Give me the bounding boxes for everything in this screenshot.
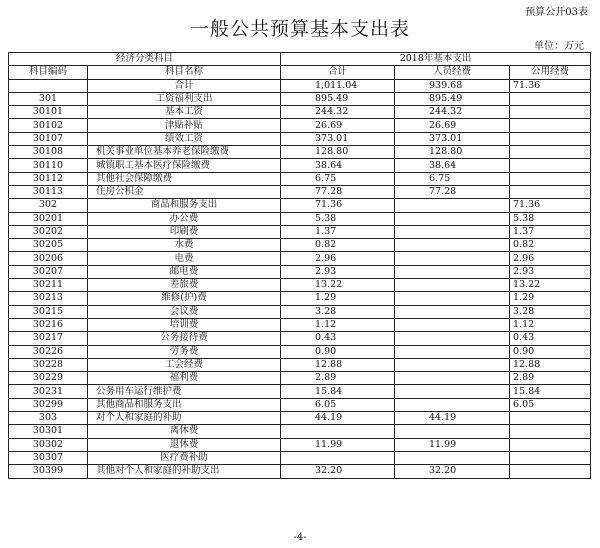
row-personnel xyxy=(395,398,510,411)
row-name: 基本工资 xyxy=(88,106,281,119)
row-personnel: 244.32 xyxy=(395,106,510,119)
row-code: 30226 xyxy=(9,345,88,358)
row-code: 301 xyxy=(9,92,88,105)
row-code: 30110 xyxy=(9,159,88,172)
row-personnel: 77.28 xyxy=(395,185,510,198)
row-public xyxy=(510,172,591,185)
row-code: 30307 xyxy=(9,451,88,464)
row-personnel: 11.99 xyxy=(395,438,510,451)
row-public xyxy=(510,412,591,425)
row-total: 2.93 xyxy=(281,265,395,278)
row-personnel xyxy=(395,212,510,225)
row-personnel xyxy=(395,252,510,265)
row-name: 培训费 xyxy=(88,318,281,331)
row-total: 1,011.04 xyxy=(281,79,395,92)
document-tag: 预算公开03表 xyxy=(525,7,588,18)
header-total: 合计 xyxy=(281,66,395,79)
row-code: 30107 xyxy=(9,132,88,145)
row-personnel: 44.19 xyxy=(395,412,510,425)
table-row xyxy=(9,199,591,212)
row-name: 工资福利支出 xyxy=(88,92,281,105)
table-header xyxy=(9,53,591,80)
row-total: 77.28 xyxy=(281,185,395,198)
row-code: 30215 xyxy=(9,305,88,318)
row-name: 离休费 xyxy=(88,425,281,438)
table-row xyxy=(9,265,591,278)
row-total: 1.12 xyxy=(281,318,395,331)
row-name: 退休费 xyxy=(88,438,281,451)
table-row xyxy=(9,438,591,451)
row-code: 30202 xyxy=(9,225,88,238)
header-name: 科目名称 xyxy=(88,66,281,79)
unit-label: 单位：万元 xyxy=(534,41,584,52)
row-public: 2.89 xyxy=(510,372,591,385)
row-name: 绩效工资 xyxy=(88,132,281,145)
table-row xyxy=(9,451,591,464)
table-row xyxy=(9,318,591,331)
row-total: 6.75 xyxy=(281,172,395,185)
row-code: 30399 xyxy=(9,465,88,478)
row-personnel xyxy=(395,239,510,252)
row-personnel xyxy=(395,265,510,278)
row-name: 机关事业单位基本养老保险缴费 xyxy=(88,146,281,159)
row-name: 公务接待费 xyxy=(88,332,281,345)
row-name: 对个人和家庭的补助 xyxy=(88,412,281,425)
row-total xyxy=(281,451,395,464)
row-total: 1.29 xyxy=(281,292,395,305)
row-total xyxy=(281,425,395,438)
row-name: 公务用车运行维护费 xyxy=(88,385,281,398)
row-personnel xyxy=(395,292,510,305)
row-public: 71.36 xyxy=(510,199,591,212)
row-public: 2.93 xyxy=(510,265,591,278)
row-total: 2.89 xyxy=(281,372,395,385)
row-name: 电费 xyxy=(88,252,281,265)
row-total: 0.90 xyxy=(281,345,395,358)
row-total: 0.82 xyxy=(281,239,395,252)
row-personnel xyxy=(395,372,510,385)
row-personnel xyxy=(395,385,510,398)
row-code: 30113 xyxy=(9,185,88,198)
row-total: 71.36 xyxy=(281,199,395,212)
row-code: 30102 xyxy=(9,119,88,132)
row-personnel: 939.68 xyxy=(395,79,510,92)
row-public xyxy=(510,132,591,145)
row-name: 维修(护)费 xyxy=(88,292,281,305)
table-row xyxy=(9,132,591,145)
row-code: 30101 xyxy=(9,106,88,119)
row-code: 30301 xyxy=(9,425,88,438)
row-total: 1.37 xyxy=(281,225,395,238)
row-name: 会议费 xyxy=(88,305,281,318)
table-row xyxy=(9,385,591,398)
row-code: 30229 xyxy=(9,372,88,385)
row-total: 2.96 xyxy=(281,252,395,265)
row-personnel xyxy=(395,225,510,238)
row-public: 1.37 xyxy=(510,225,591,238)
row-code: 30217 xyxy=(9,332,88,345)
row-public xyxy=(510,185,591,198)
row-name: 办公费 xyxy=(88,212,281,225)
row-name: 福利费 xyxy=(88,372,281,385)
row-name: 津贴补贴 xyxy=(88,119,281,132)
header-public: 公用经费 xyxy=(510,66,591,79)
row-public xyxy=(510,106,591,119)
row-name: 差旅费 xyxy=(88,279,281,292)
table-row xyxy=(9,172,591,185)
table-body xyxy=(9,79,591,478)
row-total: 3.28 xyxy=(281,305,395,318)
row-name: 工会经费 xyxy=(88,358,281,371)
row-code: 30201 xyxy=(9,212,88,225)
row-personnel: 128.80 xyxy=(395,146,510,159)
row-personnel xyxy=(395,425,510,438)
row-total: 0.43 xyxy=(281,332,395,345)
table-row xyxy=(9,358,591,371)
row-personnel xyxy=(395,318,510,331)
row-name: 邮电费 xyxy=(88,265,281,278)
row-public: 2.96 xyxy=(510,252,591,265)
table-row xyxy=(9,146,591,159)
row-code: 30228 xyxy=(9,358,88,371)
row-code: 30213 xyxy=(9,292,88,305)
table-row xyxy=(9,345,591,358)
table-row xyxy=(9,212,591,225)
page-number: -4- xyxy=(293,532,307,543)
row-total: 32.20 xyxy=(281,465,395,478)
row-public: 0.90 xyxy=(510,345,591,358)
row-public: 6.05 xyxy=(510,398,591,411)
row-name: 劳务费 xyxy=(88,345,281,358)
row-total: 13.22 xyxy=(281,279,395,292)
row-code: 30206 xyxy=(9,252,88,265)
row-personnel: 32.20 xyxy=(395,465,510,478)
row-name: 其他商品和服务支出 xyxy=(88,398,281,411)
row-personnel xyxy=(395,358,510,371)
row-total: 26.69 xyxy=(281,119,395,132)
table-row xyxy=(9,332,591,345)
row-name: 其他对个人和家庭的补助支出 xyxy=(88,465,281,478)
row-public xyxy=(510,451,591,464)
row-public: 13.22 xyxy=(510,279,591,292)
row-total: 895.49 xyxy=(281,92,395,105)
row-name: 商品和服务支出 xyxy=(88,199,281,212)
row-personnel: 6.75 xyxy=(395,172,510,185)
table-row xyxy=(9,465,591,478)
row-public xyxy=(510,465,591,478)
row-code xyxy=(9,79,88,92)
row-public: 0.82 xyxy=(510,239,591,252)
table-row xyxy=(9,252,591,265)
header-basic-expenditure: 2018年基本支出 xyxy=(281,53,591,66)
row-public xyxy=(510,438,591,451)
header-personnel: 人员经费 xyxy=(395,66,510,79)
row-personnel xyxy=(395,279,510,292)
row-public xyxy=(510,425,591,438)
row-code: 30216 xyxy=(9,318,88,331)
table-row xyxy=(9,425,591,438)
table-row xyxy=(9,106,591,119)
row-public: 15.84 xyxy=(510,385,591,398)
budget-table xyxy=(8,52,591,479)
row-code: 30231 xyxy=(9,385,88,398)
row-code: 30207 xyxy=(9,265,88,278)
row-name: 住房公积金 xyxy=(88,185,281,198)
table-row xyxy=(9,119,591,132)
row-public: 1.29 xyxy=(510,292,591,305)
table-row xyxy=(9,239,591,252)
row-name: 合计 xyxy=(88,79,281,92)
row-public: 3.28 xyxy=(510,305,591,318)
row-total: 44.19 xyxy=(281,412,395,425)
row-public xyxy=(510,159,591,172)
table-row xyxy=(9,292,591,305)
row-personnel: 26.69 xyxy=(395,119,510,132)
row-code: 30205 xyxy=(9,239,88,252)
row-total: 15.84 xyxy=(281,385,395,398)
row-name: 印刷费 xyxy=(88,225,281,238)
row-code: 303 xyxy=(9,412,88,425)
row-code: 30108 xyxy=(9,146,88,159)
page-title: 一般公共预算基本支出表 xyxy=(189,18,410,40)
row-public: 5.38 xyxy=(510,212,591,225)
header-economic-classification: 经济分类科目 xyxy=(9,53,281,66)
table-row xyxy=(9,159,591,172)
row-total: 12.88 xyxy=(281,358,395,371)
row-name: 其他社会保障缴费 xyxy=(88,172,281,185)
row-total: 5.38 xyxy=(281,212,395,225)
table-row xyxy=(9,225,591,238)
row-total: 128.80 xyxy=(281,146,395,159)
row-public xyxy=(510,92,591,105)
table-row xyxy=(9,412,591,425)
row-total: 38.64 xyxy=(281,159,395,172)
table-row xyxy=(9,185,591,198)
row-code: 30211 xyxy=(9,279,88,292)
row-public xyxy=(510,119,591,132)
row-public: 0.43 xyxy=(510,332,591,345)
row-code: 30299 xyxy=(9,398,88,411)
row-personnel xyxy=(395,345,510,358)
table-row xyxy=(9,305,591,318)
row-name: 城镇职工基本医疗保险缴费 xyxy=(88,159,281,172)
row-code: 30112 xyxy=(9,172,88,185)
row-total: 11.99 xyxy=(281,438,395,451)
table-row xyxy=(9,279,591,292)
row-public: 1.12 xyxy=(510,318,591,331)
row-name: 水费 xyxy=(88,239,281,252)
row-public: 71.36 xyxy=(510,79,591,92)
table-row xyxy=(9,372,591,385)
header-code: 科目编码 xyxy=(9,66,88,79)
row-total: 6.05 xyxy=(281,398,395,411)
row-personnel xyxy=(395,451,510,464)
row-code: 302 xyxy=(9,199,88,212)
row-public: 12.88 xyxy=(510,358,591,371)
row-personnel xyxy=(395,332,510,345)
row-total: 373.01 xyxy=(281,132,395,145)
row-personnel xyxy=(395,305,510,318)
table-row xyxy=(9,398,591,411)
row-personnel: 895.49 xyxy=(395,92,510,105)
row-personnel: 373.01 xyxy=(395,132,510,145)
row-name: 医疗费补助 xyxy=(88,451,281,464)
table-row xyxy=(9,79,591,92)
row-public xyxy=(510,146,591,159)
table-row xyxy=(9,92,591,105)
row-personnel: 38.64 xyxy=(395,159,510,172)
row-total: 244.32 xyxy=(281,106,395,119)
row-personnel xyxy=(395,199,510,212)
row-code: 30302 xyxy=(9,438,88,451)
